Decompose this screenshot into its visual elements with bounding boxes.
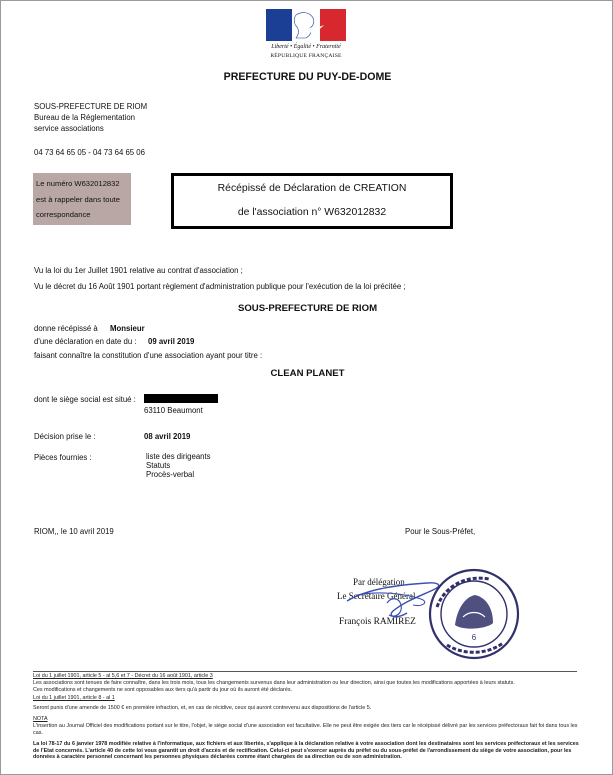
place-date: RIOM,, le 10 avril 2019 bbox=[34, 527, 114, 536]
office-phones: 04 73 64 65 05 - 04 73 64 65 06 bbox=[34, 148, 145, 157]
footer-nota: NOTA bbox=[33, 716, 48, 722]
reference-note bbox=[33, 173, 131, 225]
document-item: Statuts bbox=[146, 461, 171, 470]
office-bureau: Bureau de la Réglementation bbox=[34, 113, 135, 122]
motto-text: Liberté • Égalité • Fraternité bbox=[271, 44, 341, 50]
issuer-heading: SOUS-PREFECTURE DE RIOM bbox=[237, 303, 378, 314]
purpose-label: faisant connaître la constitution d'une association ayant pour titre : bbox=[34, 351, 263, 360]
office-service: service associations bbox=[34, 124, 104, 133]
footer-art8: Loi du 1 juillet 1901, article 8 - al 1 bbox=[33, 695, 115, 701]
decision-date: 08 avril 2019 bbox=[144, 432, 191, 441]
declaration-label: d'une déclaration en date du : bbox=[34, 337, 137, 346]
prefecture-heading: PREFECTURE DU PUY-DE-DOME bbox=[223, 71, 392, 83]
signatory-name: François RAMIREZ bbox=[339, 617, 416, 627]
office-name: SOUS-PREFECTURE DE RIOM bbox=[34, 102, 148, 111]
documents-label: Pièces fournies : bbox=[34, 453, 92, 462]
footer-para-3: Seront punis d'une amende de 1500 € en première infraction, et, en cas de récidive, ceux qui auront contrevenu aux dispositions de l'article 5. bbox=[33, 705, 372, 711]
association-name: CLEAN PLANET bbox=[270, 368, 345, 379]
seat-city: 63110 Beaumont bbox=[144, 406, 203, 415]
document-item: Procès-verbal bbox=[146, 470, 195, 479]
receipt-title-line-1: Récépissé de Déclaration de CREATION bbox=[217, 183, 407, 194]
reference-line-2: est à rappeler dans toute bbox=[36, 195, 121, 204]
par-delegation: Par délégation bbox=[353, 577, 405, 587]
reference-line-1: Le numéro W632012832 bbox=[36, 179, 120, 188]
redacted-address bbox=[144, 394, 218, 403]
for-subprefect: Pour le Sous-Préfet, bbox=[405, 527, 476, 536]
decree-1901-text: Vu le décret du 16 Août 1901 portant règlement d'administration publique pour l'exécution de la loi précitée ; bbox=[34, 282, 406, 291]
footer-para-5: La loi 78-17 du 6 janvier 1978 modifiée relative à l'informatique, aux fichiers et aux libertés, s'applique à la déclaration relative à votre association dont les destinataires sont les services préfectoraux et les services de l'Etat concernés. L'article 40 de cette loi vous garantit un droit d'accès et de rectification. Celui-ci peut s'exercer auprès du préfet ou du sous-préfet de l'arrondissement du siège de votre association, pour les données à caractère personnel concernant les personnes physiques déclarées comme étant chargées de sa direction ou de son administration. bbox=[33, 741, 579, 761]
footer-para-4: L'insertion au Journal Officiel des modifications portant sur le titre, l'objet, le siège social d'une association est facultative. Elle ne peut être exigée des tiers car le récépissé délivré par les services préfectoraux fait foi dans tous les cas. bbox=[33, 723, 578, 736]
decision-label: Décision prise le : bbox=[34, 432, 96, 441]
republic-text: RÉPUBLIQUE FRANÇAISE bbox=[270, 53, 342, 59]
receipt-title-box bbox=[171, 173, 453, 229]
seat-label: dont le siège social est situé : bbox=[34, 395, 136, 404]
official-stamp bbox=[427, 567, 521, 661]
given-to-label: donne récépissé à bbox=[34, 324, 98, 333]
footer-para-1: Les associations sont tenues de faire connaître, dans les trois mois, tous les changements survenus dans leur administration ou leur direction, ainsi que toutes les modifications apportées à leurs statuts. bbox=[33, 680, 515, 686]
svg-text:6: 6 bbox=[471, 633, 477, 642]
footer-ref-line: Loi du 1 juillet 1901, article 5 - al 5,6 et 7 - Décret du 16 août 1901, article 3 bbox=[33, 673, 213, 679]
declaration-date: 09 avril 2019 bbox=[148, 337, 195, 346]
document-item: liste des dirigeants bbox=[146, 452, 211, 461]
given-to-value: Monsieur bbox=[110, 324, 145, 333]
footer-para-2: Ces modifications et changements ne sont opposables aux tiers qu'à partir du jour où ils auront été déclarés. bbox=[33, 687, 293, 693]
law-1901: Vu la loi du 1er Juillet 1901 relative au contrat d'association ; bbox=[34, 266, 243, 275]
marianne-icon bbox=[266, 9, 346, 41]
receipt-title-line-2: de l'association n° W632012832 bbox=[237, 207, 387, 218]
republic-logo bbox=[263, 9, 349, 61]
reference-line-3: correspondance bbox=[36, 210, 91, 219]
signatory-role: Le Secrétaire Général bbox=[337, 591, 416, 601]
